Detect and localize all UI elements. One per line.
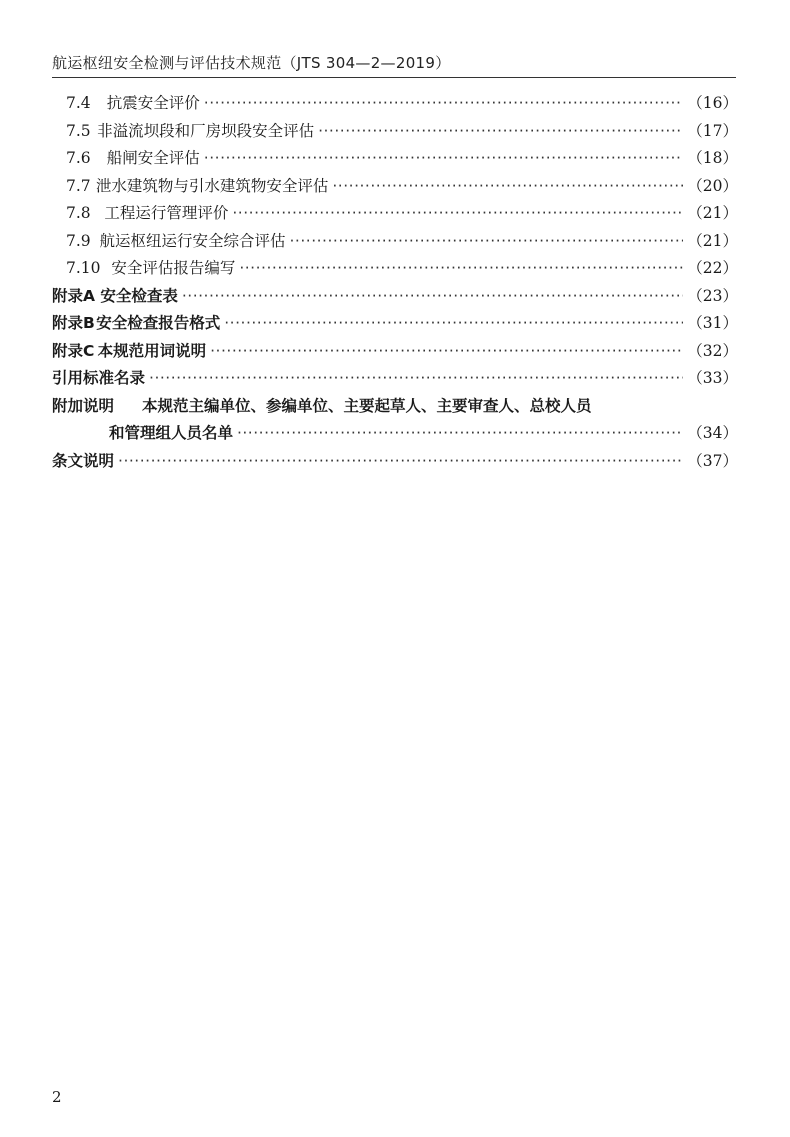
toc-entry-7-6[interactable] [52, 145, 738, 173]
toc-entry-appendix-b[interactable] [52, 310, 738, 338]
table-of-contents [52, 90, 738, 475]
toc-entry-title: 引用标准名录 [52, 369, 146, 387]
toc-entry-additional-notes-continued[interactable] [52, 420, 738, 448]
dot-leader [237, 420, 683, 448]
toc-entry-title: 抗震安全评价 [106, 94, 200, 112]
dot-leader [318, 118, 683, 146]
dot-leader [232, 200, 683, 228]
toc-entry-number: 附录A [52, 286, 95, 305]
toc-entry-7-8[interactable] [52, 200, 738, 228]
dot-leader [118, 448, 683, 476]
toc-entry-7-5[interactable] [52, 118, 738, 146]
toc-entry-7-4[interactable] [52, 90, 738, 118]
dot-leader [204, 90, 683, 118]
toc-entry-number: 7.9 [66, 231, 91, 250]
toc-entry-page: （31） [687, 314, 738, 332]
toc-entry-clause-explanation[interactable] [52, 448, 738, 476]
dot-leader [224, 310, 683, 338]
toc-entry-title: 和管理组人员名单 [108, 424, 233, 442]
toc-entry-additional-notes[interactable] [52, 393, 738, 421]
toc-entry-title: 航运枢纽运行安全综合评估 [99, 231, 286, 250]
header-rule [52, 77, 736, 78]
toc-entry-appendix-a[interactable] [52, 283, 738, 311]
toc-entry-number: 7.8 [66, 204, 91, 222]
toc-entry-title: 非溢流坝段和厂房坝段安全评估 [97, 121, 315, 140]
toc-entry-page: （32） [687, 341, 738, 360]
toc-entry-title: 船闸安全评估 [106, 149, 200, 167]
dot-leader [239, 255, 683, 283]
toc-entry-page: （18） [687, 149, 738, 167]
toc-entry-page: （22） [687, 259, 738, 277]
toc-entry-7-9[interactable] [52, 228, 738, 256]
toc-entry-page: （16） [687, 94, 738, 112]
toc-entry-title: 安全评估报告编写 [111, 259, 236, 277]
toc-entry-number: 7.6 [66, 149, 91, 167]
toc-entry-page: （33） [687, 369, 738, 387]
dot-leader [332, 173, 683, 201]
toc-entry-referenced-standards[interactable] [52, 365, 738, 393]
toc-entry-number: 7.4 [66, 94, 91, 112]
toc-entry-number: 附加说明 [52, 396, 115, 415]
toc-entry-title: 安全检查表 [100, 286, 178, 305]
toc-entry-number: 附录C [52, 341, 95, 360]
toc-entry-number: 7.10 [66, 259, 101, 277]
toc-entry-page: （37） [687, 451, 738, 470]
toc-entry-7-7[interactable] [52, 173, 738, 201]
toc-entry-page: （20） [687, 176, 738, 195]
toc-entry-appendix-c[interactable] [52, 338, 738, 366]
toc-entry-title: 安全检查报告格式 [96, 314, 221, 332]
toc-entry-title: 工程运行管理评价 [104, 204, 229, 222]
toc-entry-page: （23） [687, 286, 738, 305]
toc-entry-number: 附录B [52, 314, 95, 332]
toc-entry-page: （21） [687, 231, 738, 250]
toc-entry-page: （21） [687, 204, 738, 222]
toc-entry-number: 7.5 [66, 121, 91, 140]
dot-leader [210, 338, 683, 366]
dot-leader [290, 228, 684, 256]
toc-entry-title: 泄水建筑物与引水建筑物安全评估 [95, 176, 329, 195]
dot-leader [204, 145, 683, 173]
toc-entry-page: （34） [687, 424, 738, 442]
toc-entry-number: 7.7 [66, 176, 91, 195]
page-number: 2 [52, 1088, 62, 1106]
running-header: 航运枢纽安全检测与评估技术规范（JTS 304—2—2019） [52, 54, 451, 72]
toc-entry-title: 条文说明 [52, 451, 115, 470]
dot-leader [182, 283, 683, 311]
toc-entry-title: 本规范用词说明 [97, 341, 207, 360]
toc-entry-7-10[interactable] [52, 255, 738, 283]
dot-leader [149, 365, 683, 393]
toc-entry-page: （17） [687, 121, 738, 140]
toc-entry-title: 本规范主编单位、参编单位、主要起草人、主要审查人、总校人员 [142, 396, 592, 415]
